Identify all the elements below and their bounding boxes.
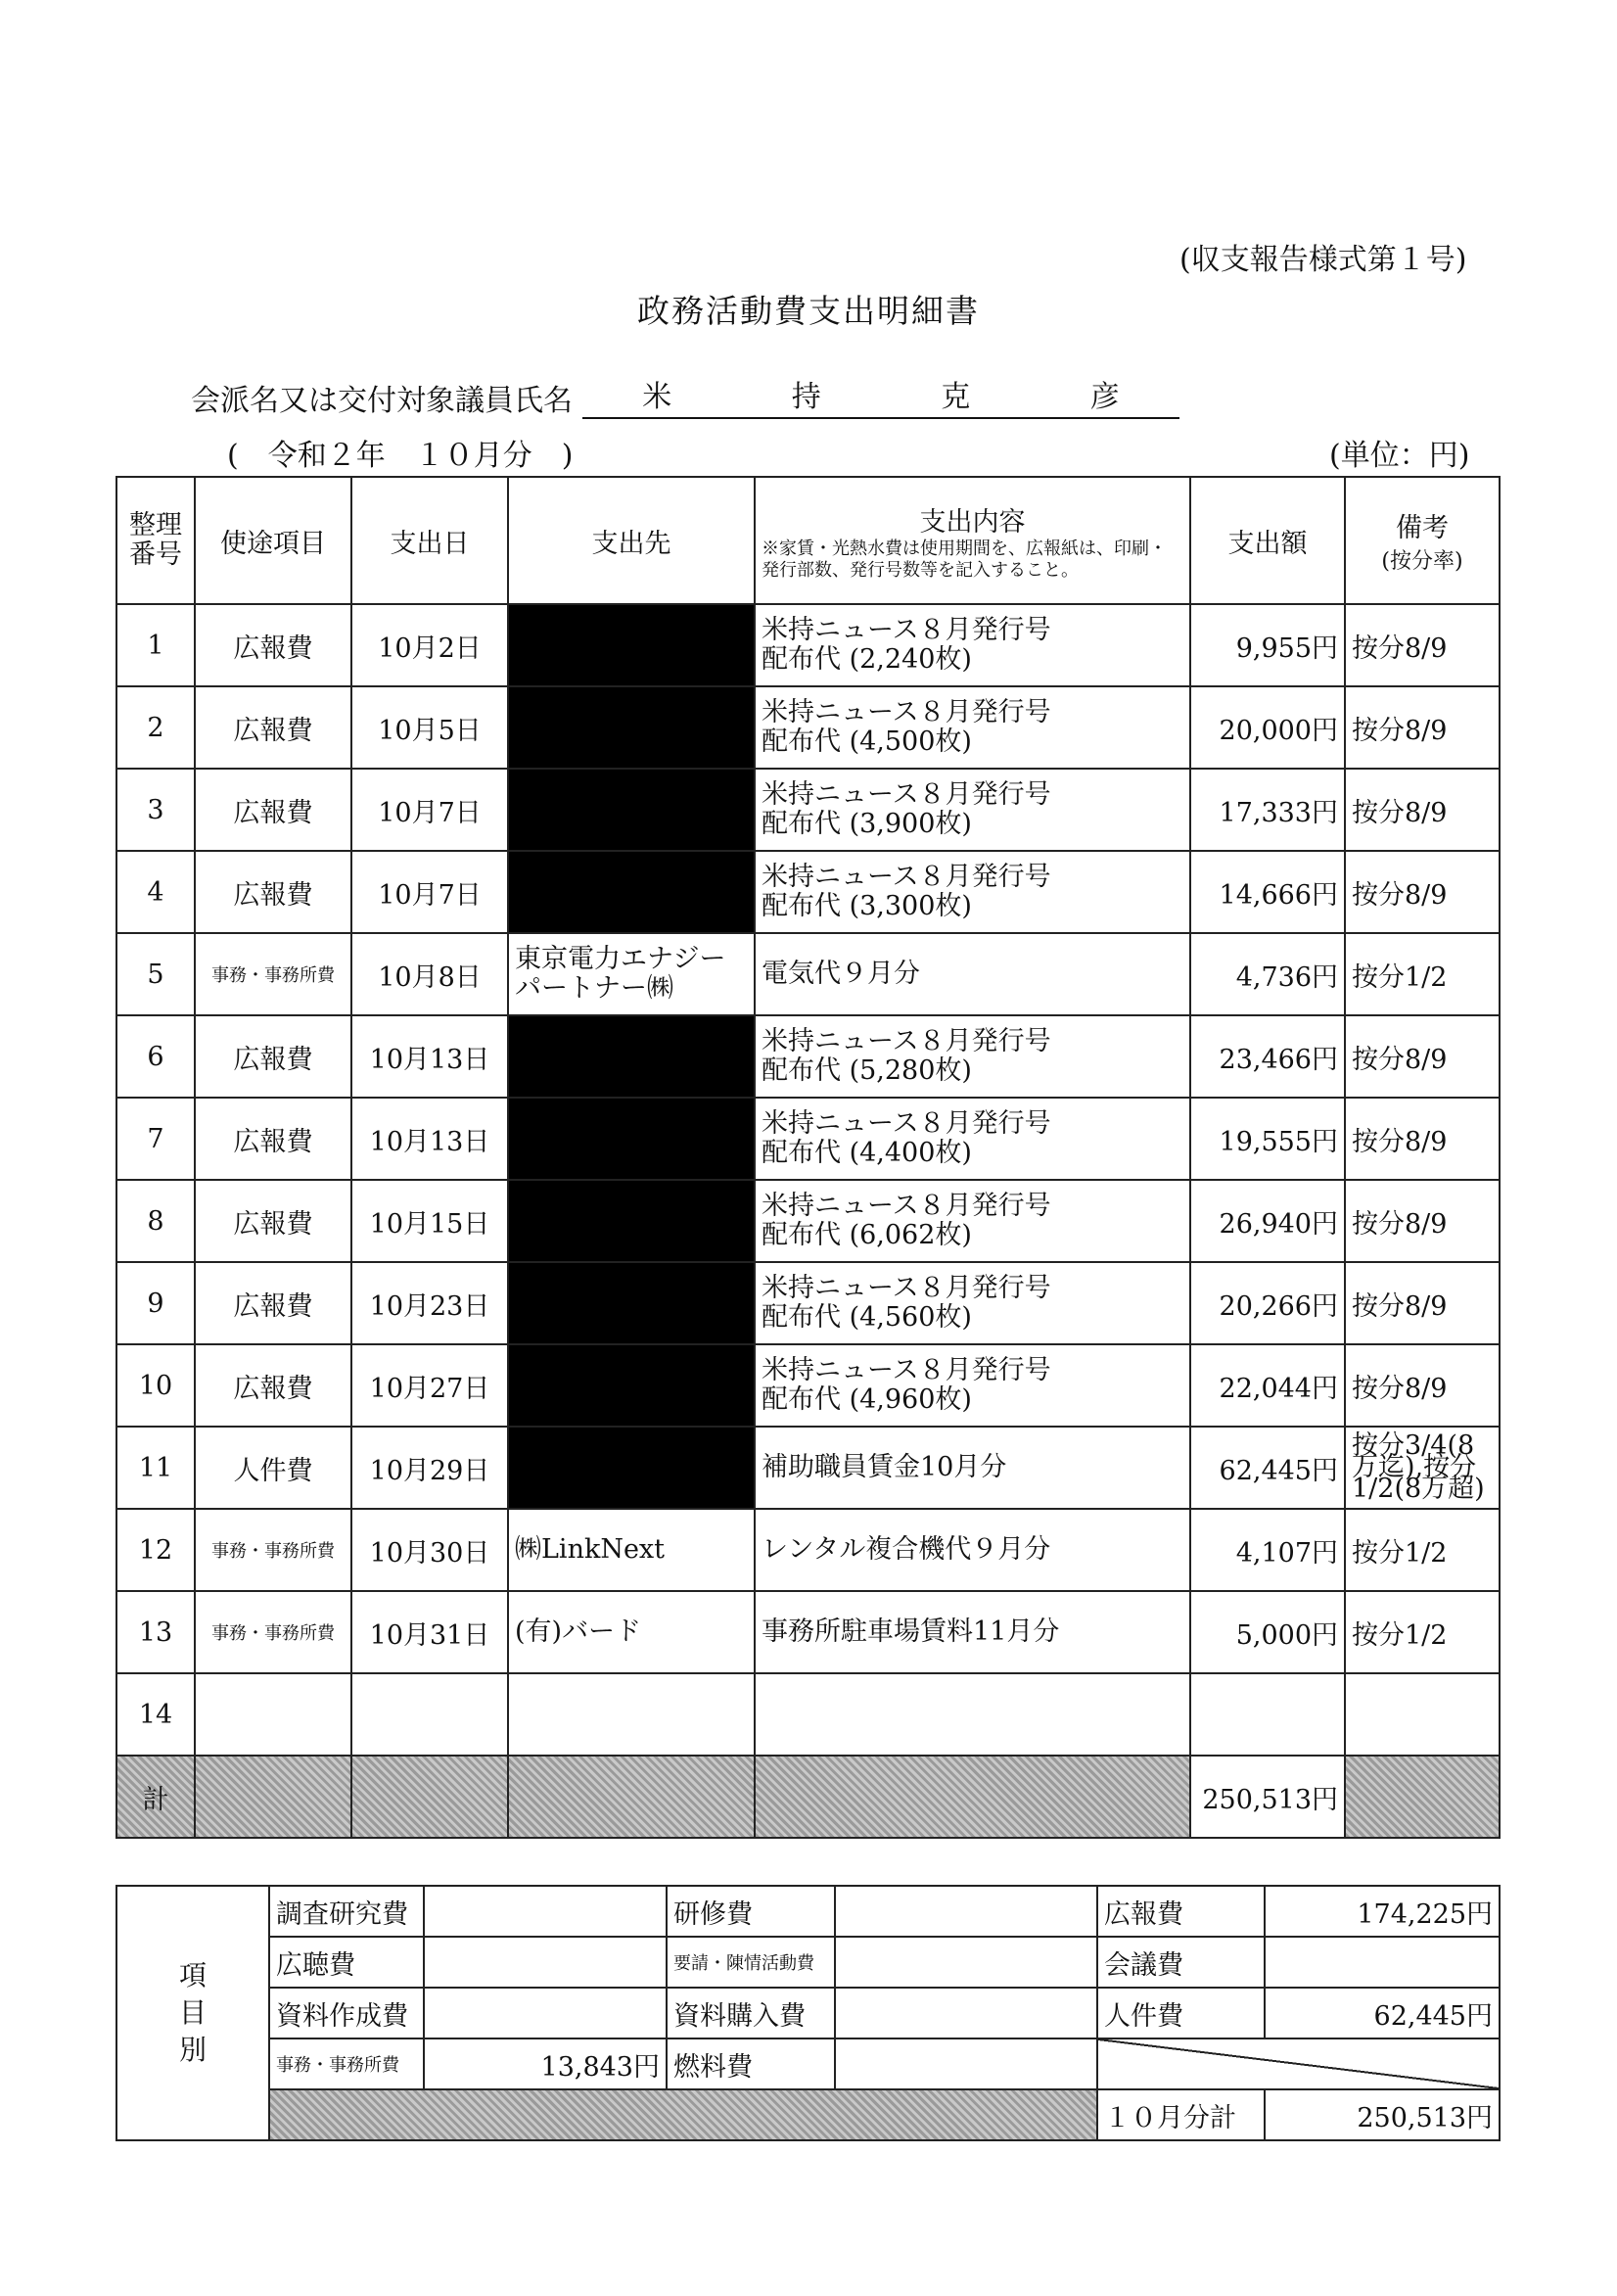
row-amount: 26,940円 bbox=[1190, 1180, 1345, 1262]
row-remark: 按分8/9 bbox=[1345, 769, 1500, 851]
row-date bbox=[351, 1673, 508, 1756]
summary-cat-label: 広報費 bbox=[1097, 1886, 1265, 1937]
row-remark: 按分8/9 bbox=[1345, 686, 1500, 769]
row-remark: 按分1/2 bbox=[1345, 933, 1500, 1015]
row-no: 13 bbox=[116, 1591, 195, 1673]
row-remark: 按分1/2 bbox=[1345, 1591, 1500, 1673]
row-content-line1: 電気代９月分 bbox=[762, 959, 920, 989]
total-row bbox=[116, 1756, 1500, 1838]
member-label: 会派名又は交付対象議員氏名 bbox=[191, 384, 573, 418]
member-name-char: 持 bbox=[791, 380, 821, 414]
row-content-line1: 米持ニュース８月発行号 bbox=[762, 1273, 1051, 1303]
row-content bbox=[755, 1591, 1190, 1673]
header-category: 使途項目 bbox=[195, 477, 351, 604]
form-number: (収支報告様式第１号) bbox=[1179, 243, 1467, 277]
summary-cat-label: 広聴費 bbox=[269, 1937, 424, 1988]
summary-cat-label: 要請・陳情活動費 bbox=[667, 1937, 835, 1988]
row-remark: 按分8/9 bbox=[1345, 1344, 1500, 1427]
row-content-line2: 配布代 (4,400枚) bbox=[762, 1138, 972, 1168]
member-line bbox=[191, 372, 1179, 419]
unit-label: (単位：円) bbox=[1329, 439, 1470, 473]
row-remark: 按分8/9 bbox=[1345, 1262, 1500, 1344]
row-no: 7 bbox=[116, 1098, 195, 1180]
row-amount: 22,044円 bbox=[1190, 1344, 1345, 1427]
row-remark bbox=[1345, 1673, 1500, 1756]
row-remark: 按分3/4(8万迄),按分1/2(8万超) bbox=[1345, 1427, 1500, 1509]
summary-cat-label: 燃料費 bbox=[667, 2038, 835, 2089]
row-content-line2: 配布代 (3,300枚) bbox=[762, 891, 972, 921]
table-row bbox=[116, 851, 1500, 933]
summary-cat-label: 調査研究費 bbox=[269, 1886, 424, 1937]
row-content-line2: 配布代 (4,960枚) bbox=[762, 1384, 972, 1415]
row-remark: 按分8/9 bbox=[1345, 1098, 1500, 1180]
row-category: 広報費 bbox=[195, 1180, 351, 1262]
document-title: 政務活動費支出明細書 bbox=[637, 292, 980, 330]
row-payee bbox=[508, 851, 755, 933]
row-amount: 9,955円 bbox=[1190, 604, 1345, 686]
row-content bbox=[755, 769, 1190, 851]
row-content-line2: 配布代 (4,560枚) bbox=[762, 1302, 972, 1333]
table-row bbox=[116, 604, 1500, 686]
table-row bbox=[116, 1180, 1500, 1262]
row-content bbox=[755, 1344, 1190, 1427]
row-category: 広報費 bbox=[195, 686, 351, 769]
row-content bbox=[755, 1427, 1190, 1509]
summary-cat-label: 会議費 bbox=[1097, 1937, 1265, 1988]
summary-cat-value bbox=[835, 2038, 1097, 2089]
header-payee: 支出先 bbox=[508, 477, 755, 604]
row-content-line1: 米持ニュース８月発行号 bbox=[762, 615, 1051, 645]
summary-cat-label: 事務・事務所費 bbox=[269, 2038, 424, 2089]
row-content-line1: 米持ニュース８月発行号 bbox=[762, 1026, 1051, 1056]
summary-cat-value bbox=[835, 1988, 1097, 2038]
gray-cell bbox=[351, 1756, 508, 1838]
header-no: 整理番号 bbox=[116, 477, 195, 604]
table-row bbox=[116, 686, 1500, 769]
row-no: 4 bbox=[116, 851, 195, 933]
summary-side-label: 項 目 別 bbox=[116, 1886, 269, 2140]
row-category bbox=[195, 1673, 351, 1756]
table-row bbox=[116, 1262, 1500, 1344]
total-amount: 250,513円 bbox=[1190, 1756, 1345, 1838]
member-name bbox=[582, 372, 1179, 419]
summary-diagonal-cell bbox=[1097, 2038, 1500, 2089]
table-row bbox=[116, 1015, 1500, 1098]
row-content-line1: 米持ニュース８月発行号 bbox=[762, 862, 1051, 892]
row-content bbox=[755, 851, 1190, 933]
row-content-line1: 米持ニュース８月発行号 bbox=[762, 1191, 1051, 1221]
row-amount: 62,445円 bbox=[1190, 1427, 1345, 1509]
row-category: 広報費 bbox=[195, 604, 351, 686]
row-content-line1: 米持ニュース８月発行号 bbox=[762, 697, 1051, 727]
summary-cat-value: 174,225円 bbox=[1265, 1886, 1500, 1937]
row-payee bbox=[508, 1344, 755, 1427]
gray-cell bbox=[508, 1756, 755, 1838]
row-payee bbox=[508, 1427, 755, 1509]
table-row bbox=[116, 933, 1500, 1015]
row-date: 10月23日 bbox=[351, 1262, 508, 1344]
row-amount: 17,333円 bbox=[1190, 769, 1345, 851]
table-row bbox=[116, 769, 1500, 851]
row-amount: 23,466円 bbox=[1190, 1015, 1345, 1098]
row-content bbox=[755, 1509, 1190, 1591]
summary-cat-value bbox=[835, 1937, 1097, 1988]
row-no: 3 bbox=[116, 769, 195, 851]
gray-cell bbox=[195, 1756, 351, 1838]
header-content-label: 支出内容 bbox=[919, 506, 1026, 538]
row-date: 10月29日 bbox=[351, 1427, 508, 1509]
row-amount: 19,555円 bbox=[1190, 1098, 1345, 1180]
row-content bbox=[755, 1180, 1190, 1262]
row-category: 広報費 bbox=[195, 769, 351, 851]
header-content bbox=[755, 477, 1190, 604]
row-date: 10月2日 bbox=[351, 604, 508, 686]
summary-cat-value bbox=[1265, 1937, 1500, 1988]
gray-cell bbox=[1345, 1756, 1500, 1838]
row-payee bbox=[508, 769, 755, 851]
row-content bbox=[755, 604, 1190, 686]
row-category: 事務・事務所費 bbox=[195, 1509, 351, 1591]
row-payee: ㈱LinkNext bbox=[508, 1509, 755, 1591]
row-no: 11 bbox=[116, 1427, 195, 1509]
row-no: 12 bbox=[116, 1509, 195, 1591]
member-name-char: 克 bbox=[941, 380, 971, 414]
row-payee: 東京電力エナジーパートナー㈱ bbox=[508, 933, 755, 1015]
summary-cat-label: 研修費 bbox=[667, 1886, 835, 1937]
row-category: 広報費 bbox=[195, 1262, 351, 1344]
row-date: 10月30日 bbox=[351, 1509, 508, 1591]
summary-cat-value bbox=[835, 1886, 1097, 1937]
row-date: 10月15日 bbox=[351, 1180, 508, 1262]
summary-cat-label: 資料購入費 bbox=[667, 1988, 835, 2038]
row-content-line1: レンタル複合機代９月分 bbox=[762, 1534, 1051, 1565]
summary-cat-label: 資料作成費 bbox=[269, 1988, 424, 2038]
row-no: 6 bbox=[116, 1015, 195, 1098]
row-date: 10月7日 bbox=[351, 769, 508, 851]
summary-cat-value bbox=[424, 1886, 667, 1937]
row-content-line2: 配布代 (3,900枚) bbox=[762, 809, 972, 839]
row-content-line1: 米持ニュース８月発行号 bbox=[762, 779, 1051, 810]
row-amount bbox=[1190, 1673, 1345, 1756]
row-content-line2: 配布代 (5,280枚) bbox=[762, 1055, 972, 1086]
row-date: 10月5日 bbox=[351, 686, 508, 769]
row-date: 10月8日 bbox=[351, 933, 508, 1015]
row-payee bbox=[508, 1015, 755, 1098]
row-no: 9 bbox=[116, 1262, 195, 1344]
row-content-line2: 配布代 (6,062枚) bbox=[762, 1220, 972, 1250]
row-payee bbox=[508, 604, 755, 686]
header-content-note: ※家賃・光熱水費は使用期間を、広報紙は、印刷・発行部数、発行号数等を記入すること。 bbox=[762, 538, 1167, 581]
summary-month-total-value: 250,513円 bbox=[1265, 2089, 1500, 2140]
summary-cat-value: 62,445円 bbox=[1265, 1988, 1500, 2038]
row-category: 事務・事務所費 bbox=[195, 1591, 351, 1673]
row-payee bbox=[508, 1180, 755, 1262]
row-date: 10月13日 bbox=[351, 1098, 508, 1180]
gray-cell bbox=[269, 2089, 1097, 2140]
row-payee bbox=[508, 1673, 755, 1756]
row-content-line1: 米持ニュース８月発行号 bbox=[762, 1355, 1051, 1385]
row-date: 10月13日 bbox=[351, 1015, 508, 1098]
row-remark: 按分8/9 bbox=[1345, 1015, 1500, 1098]
row-content-line1: 米持ニュース８月発行号 bbox=[762, 1108, 1051, 1139]
summary-cat-value bbox=[424, 1988, 667, 2038]
row-category: 人件費 bbox=[195, 1427, 351, 1509]
table-row bbox=[116, 1673, 1500, 1756]
member-name-char: 米 bbox=[642, 380, 672, 414]
row-remark: 按分8/9 bbox=[1345, 604, 1500, 686]
row-content bbox=[755, 686, 1190, 769]
row-content bbox=[755, 1015, 1190, 1098]
row-category: 広報費 bbox=[195, 851, 351, 933]
row-category: 事務・事務所費 bbox=[195, 933, 351, 1015]
header-amount: 支出額 bbox=[1190, 477, 1345, 604]
row-date: 10月7日 bbox=[351, 851, 508, 933]
row-no: 5 bbox=[116, 933, 195, 1015]
row-amount: 20,266円 bbox=[1190, 1262, 1345, 1344]
row-content-line1: 事務所駐車場賃料11月分 bbox=[762, 1617, 1060, 1647]
row-content bbox=[755, 1098, 1190, 1180]
member-name-char: 彦 bbox=[1089, 380, 1120, 414]
row-no: 2 bbox=[116, 686, 195, 769]
gray-cell bbox=[755, 1756, 1190, 1838]
row-no: 1 bbox=[116, 604, 195, 686]
header-remark bbox=[1345, 477, 1500, 604]
row-date: 10月31日 bbox=[351, 1591, 508, 1673]
table-row bbox=[116, 1427, 1500, 1509]
row-payee bbox=[508, 1098, 755, 1180]
row-content-line2: 配布代 (4,500枚) bbox=[762, 726, 972, 757]
row-category: 広報費 bbox=[195, 1344, 351, 1427]
row-no: 10 bbox=[116, 1344, 195, 1427]
summary-cat-value bbox=[424, 1937, 667, 1988]
row-content bbox=[755, 1673, 1190, 1756]
header-date: 支出日 bbox=[351, 477, 508, 604]
row-no: 14 bbox=[116, 1673, 195, 1756]
summary-cat-label: 人件費 bbox=[1097, 1988, 1265, 2038]
summary-month-total-label: １０月分計 bbox=[1097, 2089, 1265, 2140]
row-category: 広報費 bbox=[195, 1098, 351, 1180]
row-no: 8 bbox=[116, 1180, 195, 1262]
table-row bbox=[116, 1509, 1500, 1591]
period: ( 令和２年 １０月分 ) bbox=[227, 439, 574, 473]
header-remark-label: 備考 bbox=[1396, 513, 1449, 543]
row-category: 広報費 bbox=[195, 1015, 351, 1098]
table-row bbox=[116, 1591, 1500, 1673]
row-date: 10月27日 bbox=[351, 1344, 508, 1427]
row-remark: 按分8/9 bbox=[1345, 851, 1500, 933]
row-amount: 14,666円 bbox=[1190, 851, 1345, 933]
row-amount: 4,107円 bbox=[1190, 1509, 1345, 1591]
table-row bbox=[116, 1344, 1500, 1427]
header-remark-sub: (按分率) bbox=[1381, 549, 1463, 574]
row-content bbox=[755, 933, 1190, 1015]
row-amount: 20,000円 bbox=[1190, 686, 1345, 769]
total-label: 計 bbox=[116, 1756, 195, 1838]
row-content-line1: 補助職員賃金10月分 bbox=[762, 1452, 1007, 1482]
category-summary-table bbox=[116, 1885, 1501, 2141]
row-payee bbox=[508, 1262, 755, 1344]
row-amount: 5,000円 bbox=[1190, 1591, 1345, 1673]
row-content-line2: 配布代 (2,240枚) bbox=[762, 644, 972, 675]
row-payee bbox=[508, 686, 755, 769]
table-row bbox=[116, 1098, 1500, 1180]
row-content bbox=[755, 1262, 1190, 1344]
row-amount: 4,736円 bbox=[1190, 933, 1345, 1015]
row-remark: 按分1/2 bbox=[1345, 1509, 1500, 1591]
row-remark: 按分8/9 bbox=[1345, 1180, 1500, 1262]
summary-cat-value: 13,843円 bbox=[424, 2038, 667, 2089]
expense-table bbox=[116, 476, 1501, 1839]
row-payee: (有)バード bbox=[508, 1591, 755, 1673]
header-row bbox=[116, 477, 1500, 604]
